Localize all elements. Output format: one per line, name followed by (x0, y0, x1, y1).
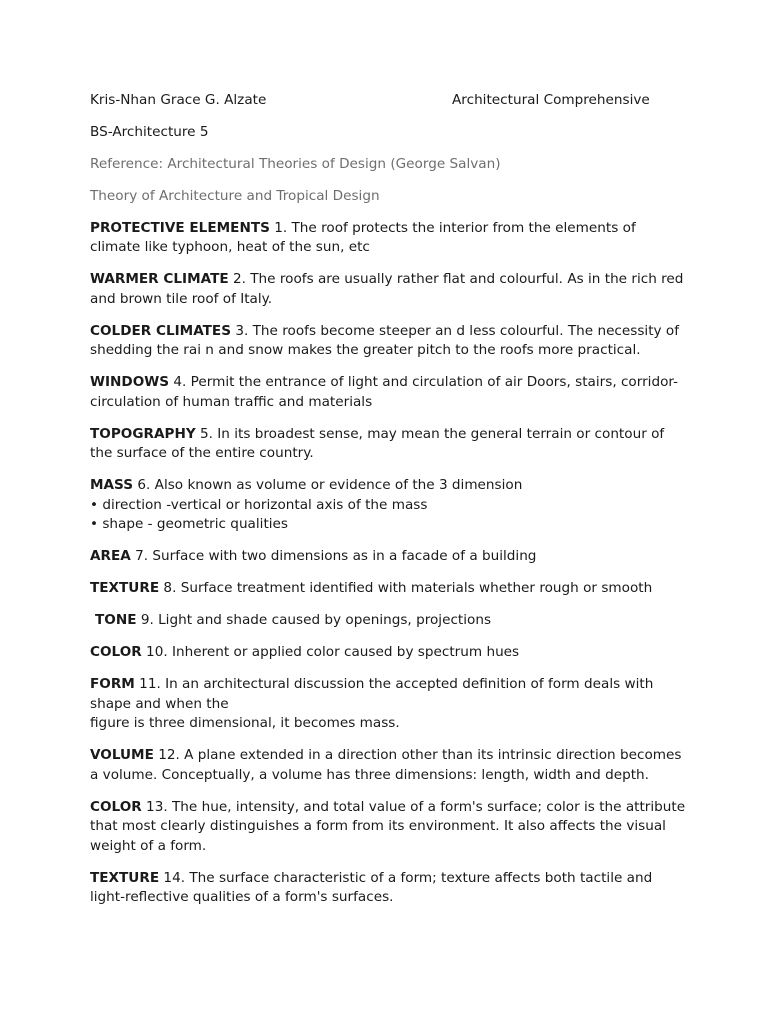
entry-continuation: figure is three dimensional, it becomes mass. (90, 715, 400, 731)
mass-bullet-list (90, 496, 690, 535)
entry-term: COLOR (90, 798, 142, 815)
entry-warmer-climate (90, 270, 690, 309)
entry-text: 1. The roof protects the interior from the elements of climate like typhoon, heat of the sun, etc (90, 219, 636, 255)
entry-color-10 (90, 643, 690, 663)
entry-term: COLOR (90, 644, 142, 660)
entry-text: 3. The roofs become steeper an d less colourful. The necessity of shedding the rai n and snow makes the greater pitch to the roofs more practical. (90, 322, 680, 358)
entry-topography (90, 425, 690, 464)
entry-term: VOLUME (90, 747, 154, 763)
entry-windows (90, 373, 690, 412)
entry-texture-8 (90, 579, 690, 599)
entry-term: TEXTURE (90, 580, 160, 596)
bullet-item: • direction -vertical or horizontal axis of the mass (90, 496, 428, 513)
entry-text: 4. Permit the entrance of light and circulation of air Doors, stairs, corridor-circulation of human traffic and materials (90, 374, 679, 410)
entry-term: TEXTURE (90, 869, 160, 886)
subject-line: Theory of Architecture and Tropical Design (90, 187, 380, 204)
entry-volume (90, 746, 690, 785)
entry-text: 6. Also known as volume or evidence of the 3 dimension (133, 477, 523, 493)
entry-text: 12. A plane extended in a direction other than its intrinsic direction becomes a volume. Conceptually, a volume has three dimensions: length, width and depth. (90, 747, 682, 783)
entry-color-13 (90, 798, 690, 857)
entry-term: COLDER CLIMATES (90, 322, 232, 339)
entry-form (90, 675, 690, 734)
entry-texture-14 (90, 869, 690, 908)
entry-text: 7. Surface with two dimensions as in a facade of a building (130, 548, 537, 564)
entry-term: PROTECTIVE ELEMENTS (90, 219, 270, 236)
entry-term: WINDOWS (90, 374, 170, 390)
entry-colder-climates (90, 322, 690, 361)
entry-term: MASS (90, 477, 134, 493)
document-body (90, 91, 690, 920)
entry-term: TOPOGRAPHY (90, 425, 196, 442)
header-row (90, 91, 690, 111)
author-name: Kris-Nhan Grace G. Alzate (90, 92, 267, 108)
entry-term: TONE (95, 612, 137, 628)
entry-text: 2. The roofs are usually rather flat and colourful. As in the rich red and brown tile roof of Italy. (90, 271, 684, 307)
entry-term: WARMER CLIMATE (90, 271, 229, 287)
reference-line: Reference: Architectural Theories of Design (George Salvan) (90, 155, 501, 172)
entry-protective-elements (90, 219, 690, 258)
entry-area (90, 547, 690, 567)
entry-text: 14. The surface characteristic of a form; texture affects both tactile and light-reflective qualities of a form's surfaces. (90, 869, 653, 905)
entry-mass (90, 476, 690, 535)
entry-text: 10. Inherent or applied color caused by spectrum hues (141, 644, 520, 660)
entry-text: 8. Surface treatment identified with materials whether rough or smooth (159, 580, 653, 596)
entry-term: FORM (90, 676, 135, 692)
entry-text: 5. In its broadest sense, may mean the general terrain or contour of the surface of the entire country. (90, 425, 665, 461)
course-title: Architectural Comprehensive (452, 92, 650, 108)
entry-text: 9. Light and shade caused by openings, projections (136, 612, 492, 628)
entry-tone (90, 611, 690, 631)
program-line: BS-Architecture 5 (90, 123, 209, 140)
entry-text: 11. In an architectural discussion the accepted definition of form deals with shape and when the (90, 676, 654, 712)
bullet-item: • shape - geometric qualities (90, 516, 288, 532)
entry-term: AREA (90, 548, 131, 564)
entry-text: 13. The hue, intensity, and total value of a form's surface; color is the attribute that most clearly distinguishes a form from its environment. It also affects the visual weight of a form. (90, 798, 686, 854)
